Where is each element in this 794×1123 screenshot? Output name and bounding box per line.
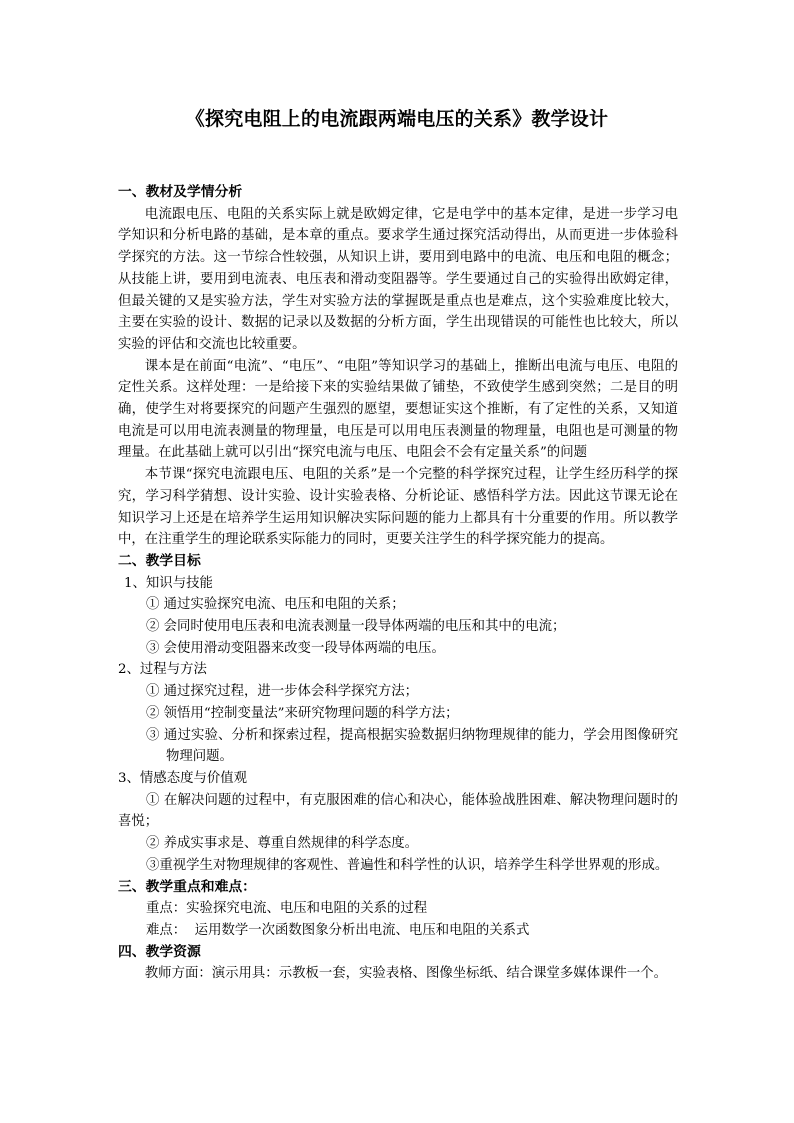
list-item: ① 通过实验探究电流、电压和电阻的关系； bbox=[146, 597, 405, 613]
list-item: ③ 通过实验、分析和探索过程，提高根据实验数据归纳物理规律的能力，学会用图像研究物理问题。 bbox=[146, 727, 678, 765]
document-title: 《探究电阻上的电流跟两端电压的关系》教学设计 bbox=[185, 108, 609, 130]
list-item: ① 在解决问题的过程中，有克服困难的信心和决心，能体验战胜困难、解决物理问题时的喜悦； bbox=[118, 792, 678, 830]
list-item: ③重视学生对物理规律的客观性、普遍性和科学性的认识，培养学生科学世界观的形成。 bbox=[146, 857, 669, 873]
list-item: ② 养成实事求是、尊重自然规律的科学态度。 bbox=[146, 836, 419, 852]
list-item: ② 领悟用“控制变量法”来研究物理问题的科学方法； bbox=[146, 705, 459, 721]
document-body bbox=[118, 182, 678, 985]
section-heading-key-points: 三、教学重点和难点： bbox=[118, 878, 256, 895]
subheading-process-method: 2、过程与方法 bbox=[118, 662, 207, 678]
difficulty-line: 难点： 运用数学一次函数图象分析出电流、电压和电阻的关系式 bbox=[146, 922, 530, 938]
paragraph-analysis-2: 课本是在前面“电流”、“电压”、“电阻”等知识学习的基础上，推断出电流与电压、电阻的定性关系。这样处理：一是给接下来的实验结果做了铺垫，不致使学生感到突然；二是目的明确，使学生对将要探究的问题产生强烈的愿望，要想证实这个推断，有了定性的关系，又知道电流是可以用电流表测量的物理量，电压是可以用电压表测量的物理量，电阻也是可测量的物理量。在此基础上就可以引出“探究电流与电压、电阻会不会有定量关系”的问题 bbox=[118, 358, 678, 461]
paragraph-resources-teacher: 教师方面：演示用具：示教板一套，实验表格、图像坐标纸、结合课堂多媒体课件一个。 bbox=[144, 966, 668, 982]
list-item: ③ 会使用滑动变阻器来改变一段导体两端的电压。 bbox=[146, 640, 445, 656]
paragraph-analysis-3: 本节课“探究电流跟电压、电阻的关系”是一个完整的科学探究过程，让学生经历科学的探究，学习科学猜想、设计实验、设计实验表格、分析论证、感悟科学方法。因此这节课无论在知识学习上还是在培养学生运用知识解决实际问题的能力上都具有十分重要的作用。所以教学中，在注重学生的理论联系实际能力的同时，更要关注学生的科学探究能力的提高。 bbox=[118, 467, 678, 548]
key-point-line: 重点：实验探究电流、电压和电阻的关系的过程 bbox=[146, 901, 428, 917]
section-heading-objectives: 二、教学目标 bbox=[118, 552, 201, 569]
section-heading-analysis: 一、教材及学情分析 bbox=[118, 184, 243, 200]
paragraph-analysis-1: 电流跟电压、电阻的关系实际上就是欧姆定律，它是电学中的基本定律，是进一步学习电学知识和分析电路的基础，是本章的重点。要求学生通过探究活动得出，从而更进一步体验科学探究的方法。这一节综合性较强，从知识上讲，要用到电路中的电流、电压和电阻的概念；从技能上讲，要用到电流表、电压表和滑动变阻器等。学生要通过自己的实验得出欧姆定律，但最关键的又是实验方法，学生对实验方法的掌握既是重点也是难点，这个实验难度比较大，主要在实验的设计、数据的记录以及数据的分析方面，学生出现错误的可能性也比较大，所以实验的评估和交流也比较重要。 bbox=[118, 206, 678, 352]
section-heading-resources: 四、教学资源 bbox=[118, 943, 201, 960]
list-item: ① 通过探究过程，进一步体会科学探究方法； bbox=[146, 684, 419, 700]
list-item: ② 会同时使用电压表和电流表测量一段导体两端的电压和其中的电流； bbox=[146, 619, 566, 635]
subheading-knowledge-skills: 1、知识与技能 bbox=[124, 575, 213, 591]
subheading-attitude-values: 3、情感态度与价值观 bbox=[118, 770, 248, 786]
